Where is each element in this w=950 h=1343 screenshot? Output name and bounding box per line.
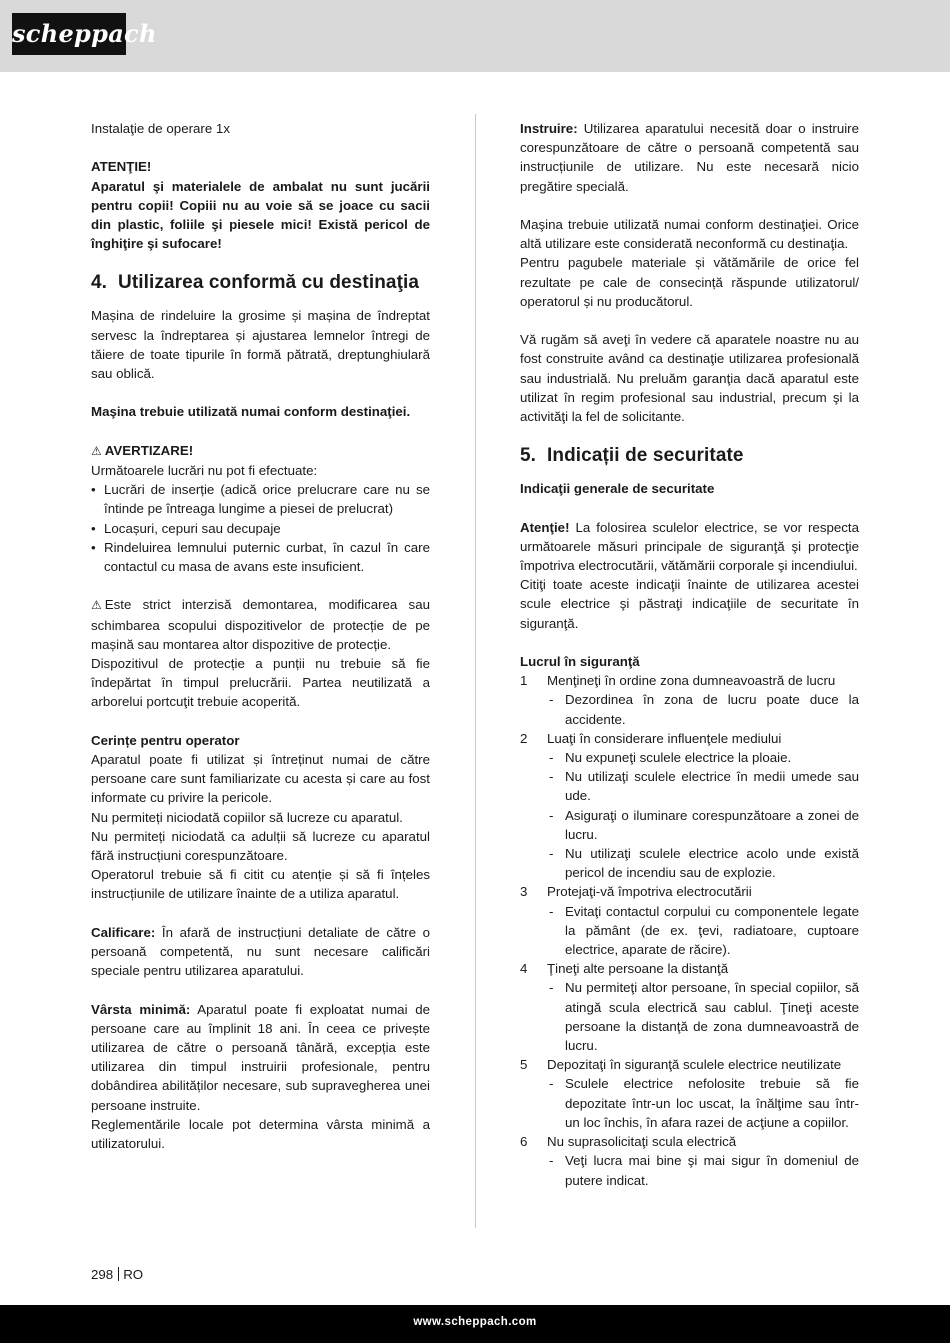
- header-bar: [0, 0, 950, 72]
- list-subitem: - Nu permiteţi altor persoane, în special copiilor, să atingă scula electrică sau cablul. Ţineţi aceste persoane la distanţă de zona dumneavoastră de lucru.: [549, 980, 859, 1054]
- list-item: • Lucrări de inserție (adică orice prelucrare care nu se întinde pe întreaga lungime a piesei de prelucrat): [91, 480, 430, 518]
- list-item: 5 Depozitaţi în siguranţă sculele electrice neutilizate: [520, 1057, 842, 1073]
- strict-prohibition-text: Este strict interzisă demontarea, modificarea sau schimbarea scopului dispozitivelor de protecție de pe mașină sau montarea altor dispozitive de protecție.: [91, 597, 430, 652]
- list-item: 4 Ţineţi alte persoane la distanţă: [520, 961, 729, 977]
- column-divider: [475, 114, 476, 1228]
- left-column: [91, 119, 430, 1153]
- website-link[interactable]: www.scheppach.com: [413, 1316, 537, 1328]
- minimum-age-text: Aparatul poate fi exploatat numai de persoane care au împlinit 18 ani. În ceea ce privește utilizarea de către o persoană tânără, excepția este utilizarea din timpul instruirii profesionale, pentru dobândirea abilităților necesare, sub supravegherea unei persoane instruite.: [91, 1001, 430, 1113]
- list-item: • Rindeluirea lemnului puternic curbat, în cazul în care contactul cu masa de avans este insuficient.: [91, 538, 430, 576]
- page-number: 298: [91, 1267, 114, 1282]
- attention-title: ATENŢIE!: [91, 159, 152, 175]
- list-subitem: - Asiguraţi o iluminare corespunzătoare a zonei de lucru.: [549, 807, 859, 842]
- warning-intro: Următoarele lucrări nu pot fi efectuate:: [91, 463, 318, 478]
- section-title: Indicații de securitate: [547, 445, 744, 467]
- warning-triangle-icon: ⚠: [91, 598, 102, 613]
- qualification-label: Calificare:: [91, 924, 156, 940]
- language-code: RO: [123, 1267, 144, 1282]
- operator-requirements-2: Nu permiteți niciodată copiilor să lucreze cu aparatul.: [91, 809, 403, 825]
- training-text: Utilizarea aparatului necesită doar o instruire corespunzătoare de către o persoană competentă sau instrucțiunile de utilizare. Nu este necesară nicio pregătire specială.: [520, 121, 859, 194]
- minimum-age-paragraph: [91, 1000, 430, 1115]
- list-subitem: - Dezordinea în zona de lucru poate duce la accidente.: [549, 692, 859, 727]
- minimum-age-label: Vârsta minimă:: [91, 1001, 191, 1017]
- brand-logo: scheppach: [12, 13, 126, 55]
- guard-device-text: Dispozitivul de protecție a punții nu trebuie să fie îndepărtat în timpul prelucrării. Partea neutilizată a arborelui portcuţit trebuie acoperită.: [91, 656, 430, 710]
- attention-text: La folosirea sculelor electrice, se vor respecta următoarele măsuri principale de siguranţă şi protecţie împotriva electrocutării, vătămării corporale şi incendiului.: [520, 519, 859, 574]
- local-regulations-text: Reglementările locale pot determina vârsta minimă a utilizatorului.: [91, 1116, 430, 1152]
- attention-paragraph: [520, 518, 859, 576]
- list-subitem: - Nu utilizaţi sculele electrice în medii umede sau ude.: [549, 769, 859, 804]
- strict-prohibition: [91, 595, 430, 654]
- footer-separator: [118, 1267, 119, 1281]
- list-item: 6 Nu suprasolicitaţi scula electrică: [520, 1134, 737, 1150]
- machine-purpose-text: Mașina de rindeluire la grosime și mașina de îndreptat servesc la îndreptarea și ajustarea lemnelor întregi de tăiere de toate tipurile în formă pătrată, dreptunghiulară sau oblică.: [91, 308, 430, 382]
- attention-label: Atenţie!: [520, 519, 570, 535]
- training-paragraph: [520, 119, 859, 196]
- general-safety-title: Indicaţii generale de securitate: [520, 481, 715, 497]
- section-number: 5.: [520, 445, 537, 467]
- section-5-heading: [520, 444, 859, 468]
- operator-requirements-1: Aparatul poate fi utilizat și întreținut numai de către persoane care sunt familiarizate cu acesta și care au fost informate cu privire la pericole.: [91, 752, 430, 806]
- intended-use-note: Maşina trebuie utilizată numai conform destinaţiei.: [91, 404, 411, 420]
- right-column: [520, 119, 859, 1190]
- professional-use-text: Vă rugăm să aveţi în vedere că aparatele noastre nu au fost construite având ca destinaţie utilizarea profesională sau industrială. Nu preluăm garanţia dacă aparatul este utilizat în regim profesional sau industrial, precum şi la activităţi la fel de solicitante.: [520, 332, 859, 425]
- list-subitem: - Veţi lucra mai bine şi mai sigur în domeniul de putere indicat.: [549, 1153, 859, 1188]
- list-item: 3 Protejaţi-vă împotriva electrocutării: [520, 884, 752, 900]
- bottom-bar: [0, 1305, 950, 1343]
- list-item: 2 Luaţi în considerare influenţele mediului: [520, 730, 782, 746]
- attention-body: Aparatul şi materialele de ambalat nu sunt jucării pentru copii! Copiii nu au voie să se joace cu sacii din plastic, foliile şi piesele mici! Există pericol de înghiţire şi sufocare!: [91, 178, 430, 252]
- list-subitem: - Evitaţi contactul corpului cu componentele legate la pământ (de ex. ţevi, radiatoare, cuptoare electrice, aparate de răcire).: [549, 903, 859, 958]
- safe-work-title: Lucrul în siguranţă: [520, 654, 640, 670]
- read-instructions-text: Citiţi toate aceste indicaţii înainte de utilizarea acestei scule electrice şi păstraţi indicaţiile de securitate în siguranţă.: [520, 577, 859, 631]
- operator-requirements-4: Operatorul trebuie să fi citit cu atenție și să fi înțeles instrucțiunile de utilizare înainte de a utiliza aparatul.: [91, 867, 430, 902]
- liability-text: Pentru pagubele materiale și vătămările de orice fel rezultate pe cale de consecință răspunde utilizatorul/ operatorul și nu producătorul.: [520, 255, 859, 309]
- list-subitem: - Nu utilizaţi sculele electrice acolo unde există pericol de incendiu sau de explozie.: [549, 846, 859, 881]
- page-footer: [91, 1265, 143, 1284]
- section-title: Utilizarea conformă cu destinaţia: [118, 272, 420, 294]
- operator-requirements-title: Cerințe pentru operator: [91, 732, 240, 748]
- qualification-text: În afară de instrucțiuni detaliate de către o persoană competentă, nu sunt necesare calificări speciale pentru utilizarea aparatului.: [91, 924, 430, 979]
- warning-title: [91, 441, 430, 461]
- list-item: • Locașuri, cepuri sau decupaje: [91, 519, 430, 538]
- section-number: 4.: [91, 272, 108, 294]
- warning-label: AVERTIZARE!: [104, 442, 194, 458]
- list-subitem: - Sculele electrice nefolosite trebuie să fie depozitate într-un loc uscat, la înălţime sau într-un loc închis, în afara razei de acţiune a copiilor.: [549, 1076, 859, 1130]
- list-subitem: - Nu expuneţi sculele electrice la ploaie.: [549, 750, 792, 766]
- intended-use-text: Maşina trebuie utilizată numai conform destinaţiei. Orice altă utilizare este considerată neconformă cu destinaţia.: [520, 217, 859, 252]
- section-4-heading: [91, 271, 430, 295]
- training-label: Instruire:: [520, 121, 578, 136]
- operator-requirements-3: Nu permiteți niciodată ca adulții să lucreze cu aparatul fără instrucțiuni corespunzătoare.: [91, 828, 430, 864]
- list-item: 1 Menţineţi în ordine zona dumneavoastră de lucru: [520, 673, 836, 689]
- qualification-paragraph: [91, 923, 430, 981]
- warning-triangle-icon: ⚠: [91, 443, 102, 458]
- operating-tool-line: Instalaţie de operare 1x: [91, 121, 230, 136]
